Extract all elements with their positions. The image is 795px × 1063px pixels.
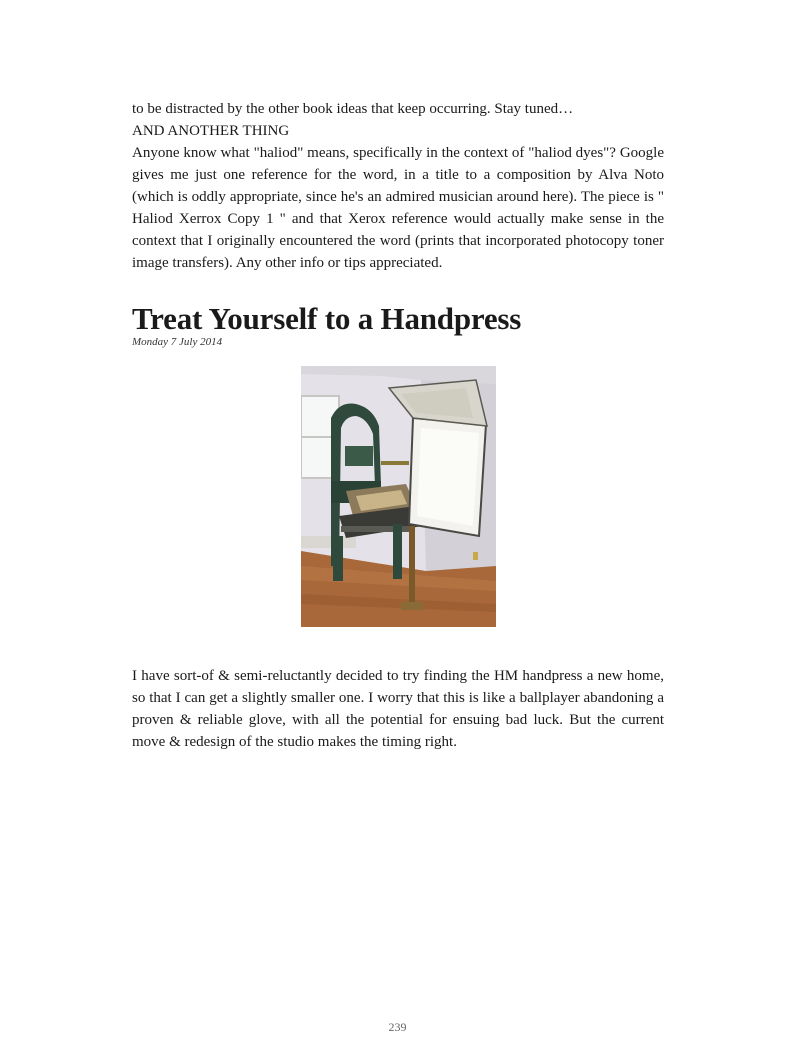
post-title: Treat Yourself to a Handpress bbox=[132, 301, 522, 336]
post-body: I have sort-of & semi-reluctantly decided to try finding the HM handpress a new home, so that I can get a slightly smaller one. I worry that this is like a ballplayer abandoning a proven & reliable glove, with all the potential for ensuing bad luck. But the current move & redesign of the studio makes the timing right. bbox=[132, 668, 664, 750]
page-number: 239 bbox=[388, 1020, 407, 1034]
page-content bbox=[132, 98, 664, 753]
section-heading: AND ANOTHER THING bbox=[132, 123, 290, 139]
section-body: Anyone know what "haliod" means, specifically in the context of "haliod dyes"? Google gives me just one reference for the word, in a title to a composition by Alva Noto (which is oddly appropriate, since he's an admired musician around here). The piece is " Haliod Xerrox Copy 1 " and that Xerox reference would actually make sense in the context that I originally encountered the word (prints that incorporated photocopy toner image transfers). Any other info or tips appreciated. bbox=[132, 145, 664, 271]
handpress-photo bbox=[301, 366, 496, 627]
previous-post-closing-line: to be distracted by the other book ideas that keep occurring. Stay tuned… bbox=[132, 101, 574, 117]
post-date: Monday 7 July 2014 bbox=[132, 336, 223, 348]
